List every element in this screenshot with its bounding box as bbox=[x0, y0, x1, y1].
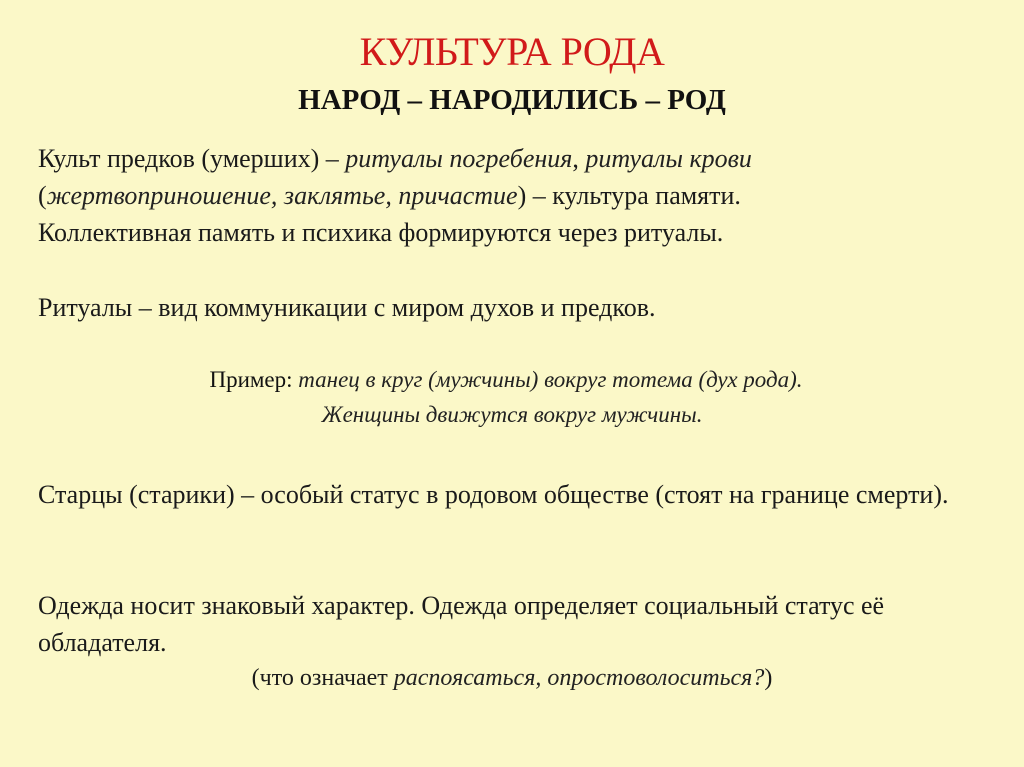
example-text: танец в круг (мужчины) вокруг тотема (дух рода). bbox=[298, 367, 803, 392]
text-italic: ритуалы крови bbox=[585, 144, 752, 173]
text-italic: жертвоприношение, заклятье, причастие bbox=[46, 181, 518, 210]
paragraph-elders: Старцы (старики) – особый статус в родовом обществе (стоят на границе смерти). bbox=[38, 480, 949, 509]
paragraph-ancestor-cult bbox=[38, 140, 998, 251]
text-segment: , bbox=[572, 144, 586, 173]
example-text-2: Женщины движутся вокруг мужчины. bbox=[321, 402, 703, 427]
question-text-end: ) bbox=[764, 665, 773, 691]
example-line-2 bbox=[0, 398, 1024, 432]
text-segment: ( bbox=[38, 181, 47, 210]
example-line-1 bbox=[0, 363, 1018, 397]
text-segment: Культ предков (умерших) – bbox=[38, 144, 346, 173]
question-italic: распоясаться, опростоволоситься? bbox=[393, 665, 765, 691]
text-segment: Коллективная память и психика формируются через ритуалы. bbox=[38, 218, 724, 247]
paragraph-clothing: Одежда носит знаковый характер. Одежда определяет социальный статус её обладателя. bbox=[38, 591, 885, 657]
example-label: Пример: bbox=[209, 367, 299, 392]
question-line bbox=[0, 662, 1024, 694]
slide-subtitle: НАРОД – НАРОДИЛИСЬ – РОД bbox=[298, 84, 726, 116]
question-text: (что означает bbox=[251, 665, 394, 691]
paragraph-rituals: Ритуалы – вид коммуникации с миром духов и предков. bbox=[38, 293, 656, 322]
text-segment: ) – культура памяти. bbox=[517, 181, 741, 210]
slide-title: КУЛЬТУРА РОДА bbox=[359, 29, 665, 74]
text-italic: ритуалы погребения bbox=[345, 144, 573, 173]
